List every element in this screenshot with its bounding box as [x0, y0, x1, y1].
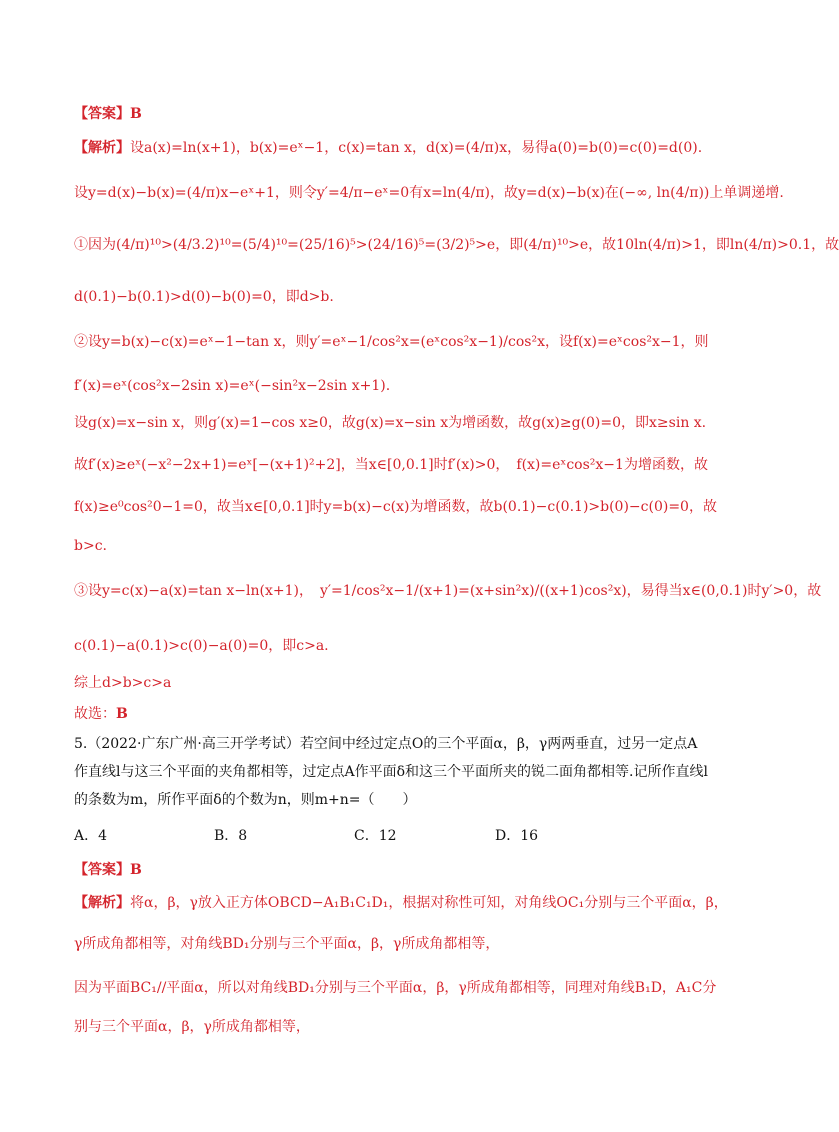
analysis2-line-3: 因为平面BC₁//平面α，所以对角线BD₁分别与三个平面α，β，γ所成角都相等，同理对角线B₁D，A₁C分 — [74, 980, 717, 996]
choose-prefix: 故选： — [74, 706, 116, 722]
answer-value: B — [130, 862, 142, 878]
analysis-line-12: c(0.1)−a(0.1)>c(0)−a(0)=0，即c>a. — [74, 638, 329, 654]
analysis-line-5: ②设y=b(x)−c(x)=eˣ−1−tan x，则y′=eˣ−1/cos²x=(eˣcos²x−1)/cos²x，设f(x)=eˣcos²x−1，则 — [74, 334, 709, 350]
analysis-tag: 【解析】 — [74, 895, 130, 911]
analysis2-line-2: γ所成角都相等，对角线BD₁分别与三个平面α，β，γ所成角都相等， — [74, 936, 500, 952]
answer-tag: 【答案】 — [74, 862, 130, 878]
option-a: A．4 — [74, 828, 108, 844]
analysis2-line-4: 别与三个平面α，β，γ所成角都相等， — [74, 1019, 310, 1035]
analysis-text: 将α，β，γ放入正方体OBCD−A₁B₁C₁D₁，根据对称性可知，对角线OC₁分别与三个平面α，β， — [130, 895, 728, 911]
analysis-tag: 【解析】 — [74, 140, 130, 156]
option-b: B．8 — [214, 828, 248, 844]
analysis-line-8: 故f′(x)≥eˣ(−x²−2x+1)=eˣ[−(x+1)²+2]，当x∈[0,0.1]时f′(x)>0， f(x)=eˣcos²x−1为增函数，故 — [74, 457, 708, 473]
option-d: D．16 — [495, 828, 539, 844]
question-line-2: 作直线l与这三个平面的夹角都相等，过定点A作平面δ和这三个平面所夹的锐二面角都相等.记所作直线l — [74, 764, 708, 780]
analysis-line-4: d(0.1)−b(0.1)>d(0)−b(0)=0，即d>b. — [74, 289, 334, 305]
analysis-line-10: b>c. — [74, 538, 107, 554]
question-line-3: 的条数为m，所作平面δ的个数为n，则m+n=（ ） — [74, 792, 417, 808]
question-line-1: 5.（2022·广东广州·高三开学考试）若空间中经过定点O的三个平面α，β，γ两两垂直，过另一定点A — [74, 736, 698, 752]
analysis2-line-1 — [74, 893, 734, 913]
analysis-line-1 — [74, 138, 734, 158]
analysis-text: 设a(x)=ln(x+1)，b(x)=eˣ−1，c(x)=tan x，d(x)=(4/π)x，易得a(0)=b(0)=c(0)=d(0). — [130, 140, 703, 156]
answer-tag: 【答案】 — [74, 106, 130, 122]
choose-line — [74, 704, 734, 724]
answer-value: B — [130, 106, 142, 122]
analysis-line-13: 综上d>b>c>a — [74, 675, 172, 691]
choose-value: B — [116, 706, 128, 722]
analysis-line-3: ①因为(4/π)¹⁰>(4/3.2)¹⁰=(5/4)¹⁰=(25/16)⁵>(24/16)⁵=(3/2)⁵>e，即(4/π)¹⁰>e，故10ln(4/π)>1，即ln(4/π)>0.1，故 — [74, 237, 839, 253]
answer-line-2 — [74, 860, 734, 880]
analysis-line-11: ③设y=c(x)−a(x)=tan x−ln(x+1)， y′=1/cos²x−1/(x+1)=(x+sin²x)/((x+1)cos²x)，易得当x∈(0,0.1)时y′>0，故 — [74, 583, 822, 599]
answer-line-1 — [74, 104, 734, 124]
analysis-line-7: 设g(x)=x−sin x，则g′(x)=1−cos x≥0，故g(x)=x−sin x为增函数，故g(x)≥g(0)=0，即x≥sin x. — [74, 415, 707, 431]
analysis-line-6: f′(x)=eˣ(cos²x−2sin x)=eˣ(−sin²x−2sin x+1). — [74, 378, 391, 394]
option-c: C．12 — [354, 828, 397, 844]
analysis-line-2: 设y=d(x)−b(x)=(4/π)x−eˣ+1，则令y′=4/π−eˣ=0有x=ln(4/π)，故y=d(x)−b(x)在(−∞, ln(4/π))上单调递增. — [74, 185, 784, 201]
analysis-line-9: f(x)≥e⁰cos²0−1=0，故当x∈[0,0.1]时y=b(x)−c(x)为增函数，故b(0.1)−c(0.1)>b(0)−c(0)=0，故 — [74, 499, 717, 515]
